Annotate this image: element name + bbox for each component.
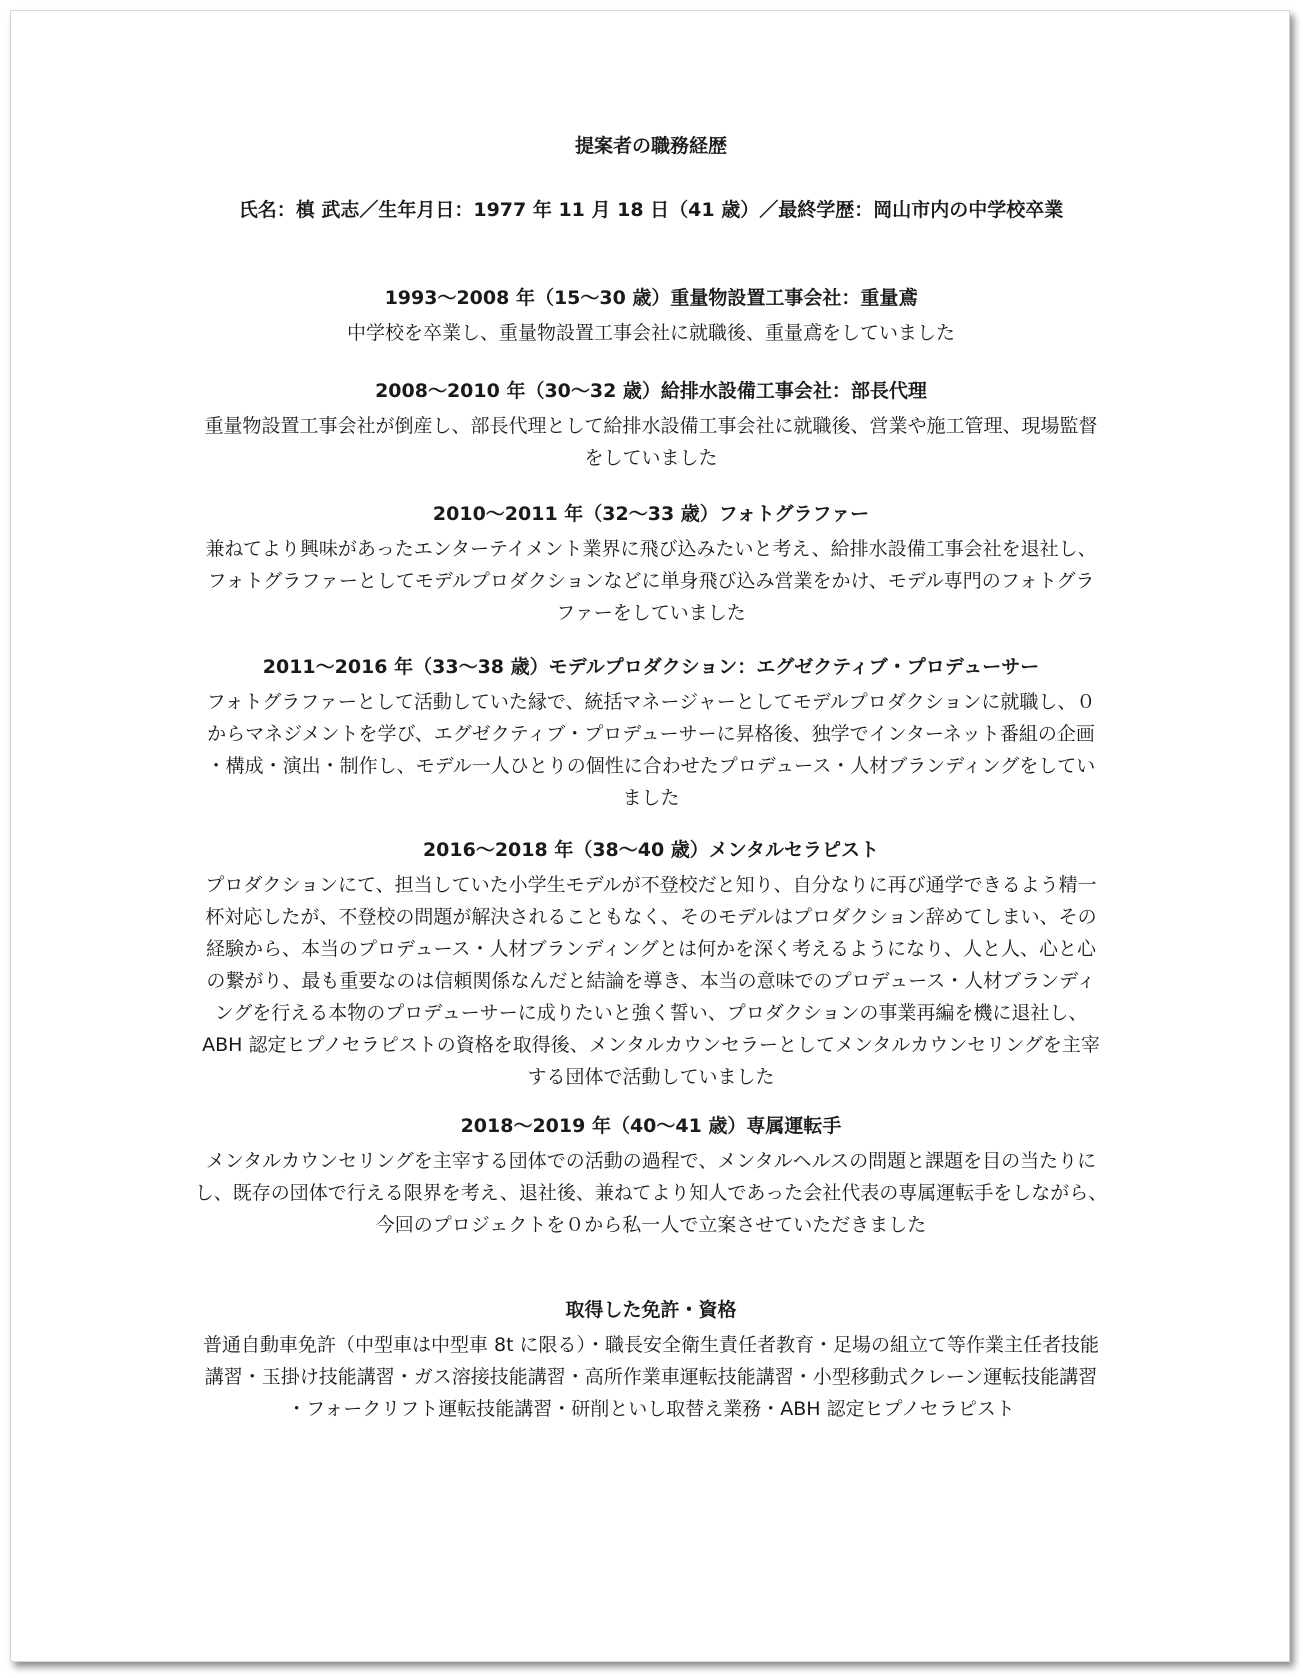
career-line: 今回のプロジェクトを０から私一人で立案させていただきました — [375, 1214, 927, 1236]
career-section — [131, 837, 1171, 1093]
career-description — [131, 1145, 1171, 1241]
career-description — [131, 533, 1171, 629]
career-heading: 2016～2018 年（38～40 歳）メンタルセラピスト — [422, 839, 880, 861]
license-line: 講習・玉掛け技能講習・ガス溶接技能講習・高所作業車運転技能講習・小型移動式クレーン運転技能講習 — [204, 1366, 1098, 1388]
career-line: し、既存の団体で行える限界を考え、退社後、兼ねてより知人であった会社代表の専属運転手をしながら、 — [194, 1182, 1108, 1204]
career-line: 重量物設置工事会社が倒産し、部長代理として給排水設備工事会社に就職後、営業や施工管理、現場監督 — [204, 415, 1098, 437]
licenses-section — [131, 1297, 1171, 1425]
career-line: する団体で活動していました — [527, 1066, 775, 1088]
career-line: の繋がり、最も重要なのは信頼関係なんだと結論を導き、本当の意味でのプロデュース・人材ブランディ — [206, 970, 1096, 992]
career-heading: 2018～2019 年（40～41 歳）専属運転手 — [460, 1115, 842, 1137]
career-heading: 2011～2016 年（33～38 歳）モデルプロダクション：エグゼクティブ・プロデューサー — [262, 656, 1040, 678]
career-line: メンタルカウンセリングを主宰する団体での活動の過程で、メンタルヘルスの問題と課題を目の当たりに — [205, 1150, 1097, 1172]
career-description — [131, 317, 1171, 349]
career-description — [131, 410, 1171, 474]
career-section — [131, 654, 1171, 814]
career-line: 中学校を卒業し、重量物設置工事会社に就職後、重量鳶をしていました — [346, 322, 955, 344]
career-line: ABH 認定ヒプノセラピストの資格を取得後、メンタルカウンセラーとしてメンタルカウンセリングを主宰 — [202, 1034, 1100, 1056]
career-heading: 2008～2010 年（30～32 歳）給排水設備工事会社：部長代理 — [375, 380, 927, 402]
career-section — [131, 501, 1171, 629]
career-section — [131, 378, 1171, 474]
career-line: をしていました — [584, 447, 718, 469]
career-line: からマネジメントを学び、エグゼクティブ・プロデューサーに昇格後、独学でインターネット番組の企画 — [207, 723, 1095, 745]
career-line: 経験から、本当のプロデュース・人材ブランディングとは何かを深く考えるようになり、人と人、心と心 — [206, 938, 1096, 960]
career-description — [131, 686, 1171, 814]
document-title: 提案者の職務経歴 — [574, 135, 727, 157]
career-line: フォトグラファーとしてモデルプロダクションなどに単身飛び込み営業をかけ、モデル専門のフォトグラ — [207, 570, 1095, 592]
career-section — [131, 285, 1171, 349]
profile-line: 氏名：槙 武志／生年月日：1977 年 11 月 18 日（41 歳）／最終学歴：岡山市内の中学校卒業 — [238, 199, 1064, 221]
licenses-list — [131, 1329, 1171, 1425]
career-heading: 2010～2011 年（32～33 歳）フォトグラファー — [432, 503, 870, 525]
career-description — [131, 869, 1171, 1093]
license-line: ・フォークリフト運転技能講習・研削といし取替え業務・ABH 認定ヒプノセラピスト — [287, 1398, 1015, 1420]
career-heading: 1993～2008 年（15～30 歳）重量物設置工事会社：重量鳶 — [384, 287, 918, 309]
licenses-heading: 取得した免許・資格 — [565, 1299, 737, 1321]
career-line: 杯対応したが、不登校の問題が解決されることもなく、そのモデルはプロダクション辞めてしまい、その — [205, 906, 1097, 928]
document-page — [10, 10, 1290, 1662]
career-line: ました — [622, 787, 680, 809]
career-line: ングを行える本物のプロデューサーに成りたいと強く誓い、プロダクションの事業再編を機に退社し、 — [214, 1002, 1088, 1024]
career-line: フォトグラファーとして活動していた縁で、統括マネージャーとしてモデルプロダクションに就職し、０ — [206, 691, 1096, 713]
career-line: ・構成・演出・制作し、モデル一人ひとりの個性に合わせたプロデュース・人材ブランディングをしてい — [206, 755, 1096, 777]
career-section — [131, 1113, 1171, 1241]
license-line: 普通自動車免許（中型車は中型車 8t に限る）・職長安全衛生責任者教育・足場の組立て等作業主任者技能 — [202, 1334, 1100, 1356]
career-line: 兼ねてより興味があったエンターテイメント業界に飛び込みたいと考え、給排水設備工事会社を退社し、 — [205, 538, 1097, 560]
career-line: ファーをしていました — [556, 602, 746, 624]
career-line: プロダクションにて、担当していた小学生モデルが不登校だと知り、自分なりに再び通学できるよう精一 — [205, 874, 1097, 896]
